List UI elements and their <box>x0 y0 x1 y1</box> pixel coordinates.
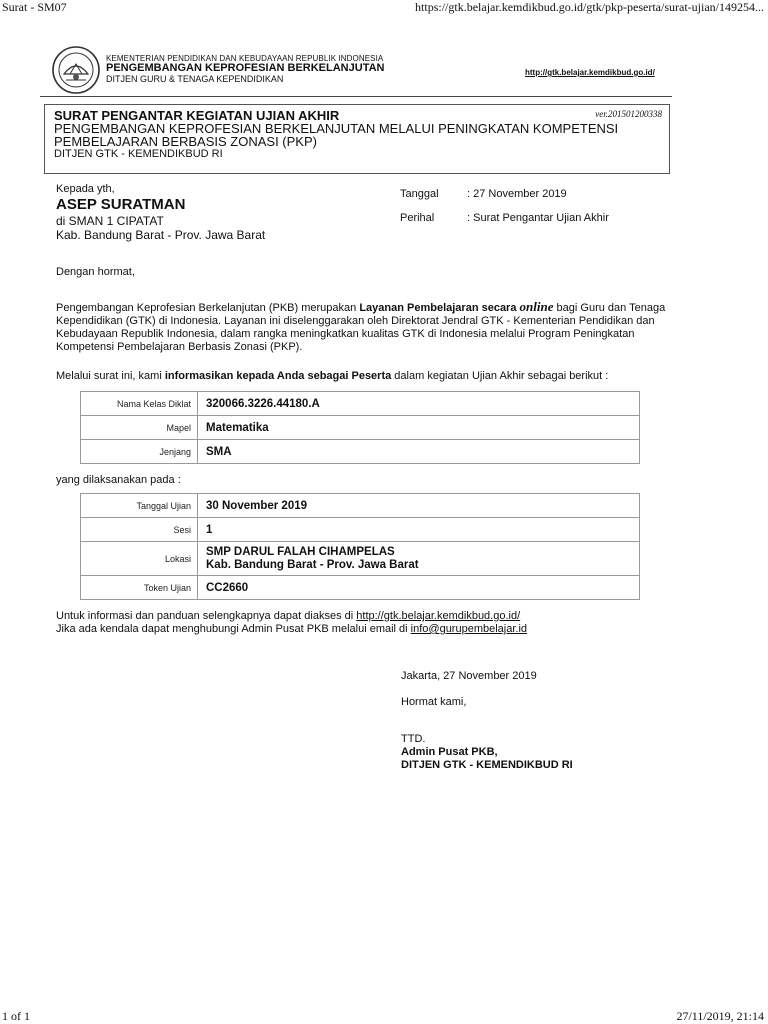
print-footer-datetime: 27/11/2019, 21:14 <box>676 1009 764 1023</box>
recipient-name: ASEP SURATMAN <box>56 196 186 213</box>
info-link[interactable]: http://gtk.belajar.kemdikbud.go.id/ <box>356 610 521 622</box>
table-value <box>198 542 640 576</box>
subject-label: Perihal <box>400 212 435 224</box>
header-divider <box>40 96 672 97</box>
location-line-1: SMP DARUL FALAH CIHAMPELAS <box>206 545 395 558</box>
table-key: Lokasi <box>81 542 198 576</box>
print-header-title: Surat - SM07 <box>2 0 67 14</box>
table-row <box>81 542 640 576</box>
date-label: Tanggal <box>400 188 439 200</box>
info-text: Untuk informasi dan panduan selengkapnya dapat diakses di <box>56 610 357 622</box>
notice-text-a: Melalui surat ini, kami <box>56 370 165 382</box>
signature-closing: Hormat kami, <box>401 696 467 708</box>
info-line <box>56 610 676 623</box>
table-key: Token Ujian <box>81 576 198 600</box>
notice-text-b: dalam kegiatan Ujian Akhir sebagai berikut : <box>391 370 609 382</box>
table-row <box>81 518 640 542</box>
contact-line <box>56 623 676 636</box>
table-row <box>81 440 640 464</box>
greeting: Dengan hormat, <box>56 266 135 278</box>
intro-text-bold: Layanan Pembelajaran secara <box>359 302 520 314</box>
schedule-intro: yang dilaksanakan pada : <box>56 474 181 486</box>
letter-issuer: DITJEN GTK - KEMENDIKBUD RI <box>54 148 223 160</box>
program-name: PENGEMBANGAN KEPROFESIAN BERKELANJUTAN <box>106 62 385 74</box>
notice-paragraph <box>56 370 676 383</box>
table-row <box>81 416 640 440</box>
signature-signer: Admin Pusat PKB, <box>401 746 498 758</box>
contact-email-link[interactable]: info@gurupembelajar.id <box>410 623 528 635</box>
notice-text-bold: informasikan kepada Anda sebagai Peserta <box>164 370 392 382</box>
signature-ttd: TTD. <box>401 733 426 745</box>
table-row <box>81 494 640 518</box>
table-key: Jenjang <box>81 440 198 464</box>
recipient-intro: Kepada yth, <box>56 183 115 195</box>
table-value: SMA <box>198 440 640 464</box>
version-label: ver.201501200338 <box>595 109 662 119</box>
subject-value: : Surat Pengantar Ujian Akhir <box>467 212 609 224</box>
print-footer-page-count: 1 of 1 <box>2 1009 30 1023</box>
table-key: Mapel <box>81 416 198 440</box>
date-value: : 27 November 2019 <box>467 188 567 200</box>
table-key: Tanggal Ujian <box>81 494 198 518</box>
intro-text-online: online <box>519 299 554 314</box>
print-header-url: https://gtk.belajar.kemdikbud.go.id/gtk/pkp-peserta/surat-ujian/149254... <box>415 0 764 14</box>
location-line-2: Kab. Bandung Barat - Prov. Jawa Barat <box>206 558 419 571</box>
table-row <box>81 392 640 416</box>
table-value: 1 <box>198 518 640 542</box>
table-key: Nama Kelas Diklat <box>81 392 198 416</box>
table-value: CC2660 <box>198 576 640 600</box>
table-value: Matematika <box>198 416 640 440</box>
intro-paragraph <box>56 300 676 354</box>
website-link[interactable]: http://gtk.belajar.kemdikbud.go.id/ <box>525 68 655 77</box>
letter-title: SURAT PENGANTAR KEGIATAN UJIAN AKHIR <box>54 108 340 123</box>
recipient-region: Kab. Bandung Barat - Prov. Jawa Barat <box>56 228 266 242</box>
signature-place-date: Jakarta, 27 November 2019 <box>401 670 537 682</box>
table-value: 320066.3226.44180.A <box>198 392 640 416</box>
ministry-name: KEMENTERIAN PENDIDIKAN DAN KEBUDAYAAN REPUBLIK INDONESIA <box>106 54 384 63</box>
exam-info-table <box>80 493 640 600</box>
class-info-table <box>80 391 640 464</box>
directorate-name: DITJEN GURU & TENAGA KEPENDIDIKAN <box>106 74 284 84</box>
signature-signer-org: DITJEN GTK - KEMENDIKBUD RI <box>401 759 573 771</box>
contact-text: Jika ada kendala dapat menghubungi Admin Pusat PKB melalui email di <box>56 623 411 635</box>
intro-text-b: bagi Guru dan Tenaga Kependidikan (GTK) di Indonesia. Layanan ini diselenggarakan oleh Direktorat Jendral GTK - Kementerian Pendidikan dan Kebudayaan Republik Indonesia, dalam rangka meningkatkan kualitas GTK di Indonesia melalui Program Peningkatan Kompetensi Pembelajaran Berbasis Zonasi (PKP). <box>56 302 666 353</box>
table-value: 30 November 2019 <box>198 494 640 518</box>
recipient-school: di SMAN 1 CIPATAT <box>56 214 164 228</box>
tut-wuri-handayani-logo-icon <box>50 44 102 96</box>
table-row <box>81 576 640 600</box>
letter-subtitle: PENGEMBANGAN KEPROFESIAN BERKELANJUTAN MELALUI PENINGKATAN KOMPETENSI PEMBELAJARAN BERBASIS ZONASI (PKP) <box>54 121 619 149</box>
table-key: Sesi <box>81 518 198 542</box>
intro-text-a: Pengembangan Keprofesian Berkelanjutan (PKB) merupakan <box>56 302 360 314</box>
